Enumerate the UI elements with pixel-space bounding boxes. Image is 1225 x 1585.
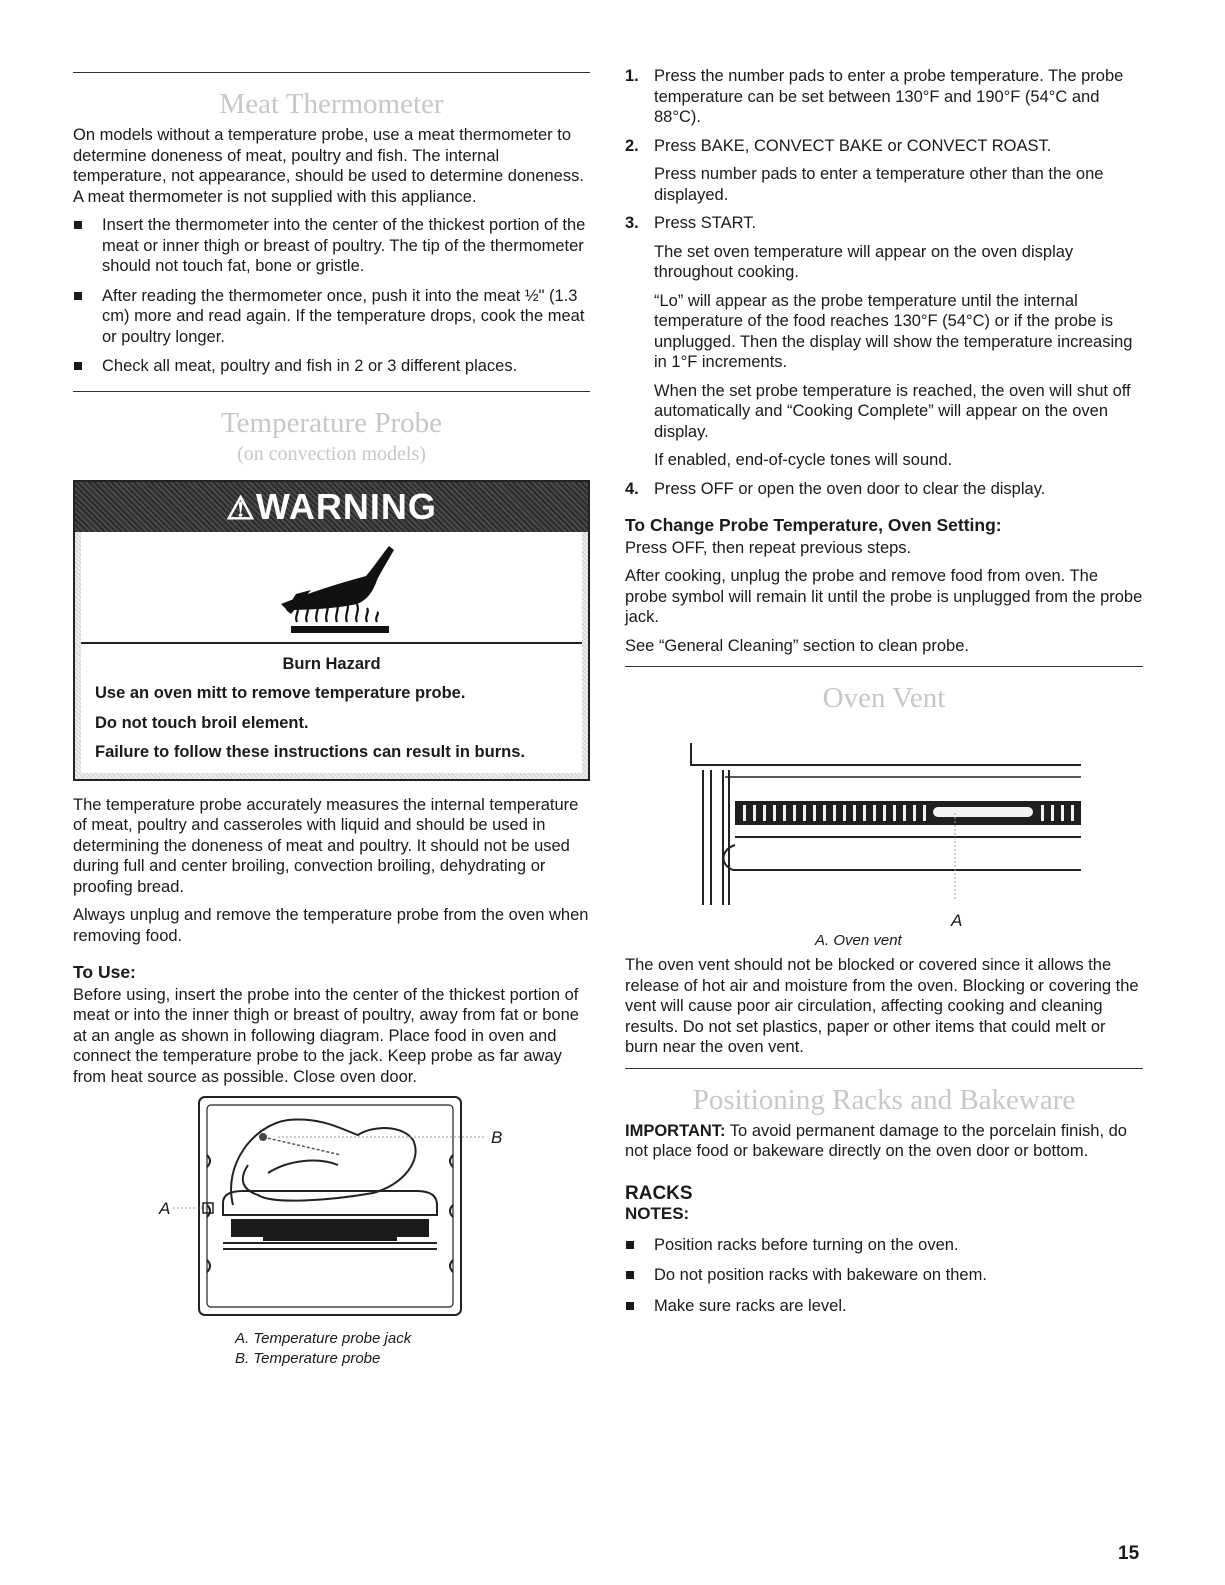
left-column [73,66,590,1369]
page-number: 15 [1118,1543,1140,1564]
meat-bullets [73,215,590,377]
step-text: Press START. [654,214,757,232]
list-item: Check all meat, poultry and fish in 2 or 3 different places. [73,356,590,377]
section-divider [625,666,1143,667]
warning-box [73,480,590,781]
oven-vent-diagram [625,725,1143,915]
step-text: The set oven temperature will appear on the oven display throughout cooking. [654,242,1074,281]
list-item: After reading the thermometer once, push it into the meat ½" (1.3 cm) more and read again. If the temperature drops, cook the meat or poultry longer. [73,286,590,348]
probe-steps [625,66,1143,499]
step-item [625,479,1143,500]
step-text: Press OFF or open the oven door to clear the display. [654,479,1046,498]
step-item [625,136,1143,206]
probe-unplug-note: Always unplug and remove the temperature probe from the oven when removing food. [73,906,589,945]
meat-thermometer-title: Meat Thermometer [219,88,444,120]
hand-heat-icon [81,532,586,642]
important-note [625,1121,1143,1162]
important-text: To avoid permanent damage to the porcelain finish, do not place food or bakeware directly on the oven door or bottom. [625,1121,1127,1160]
temperature-probe-title: Temperature Probe [220,406,442,439]
burn-hazard-illustration [81,532,582,644]
step-text: If enabled, end-of-cycle tones will sound. [654,451,953,469]
warning-line: Failure to follow these instructions can result in burns. [95,743,525,761]
step-number: 2. [625,136,639,155]
step-text: Press the number pads to enter a probe temperature. The probe temperature can be set between 130°F and 190°F (54°C and 88°C). [654,67,1124,126]
step-number: 4. [625,479,639,498]
change-text-1: Press OFF, then repeat previous steps. [625,538,912,557]
burn-hazard-label: Burn Hazard [282,654,381,673]
step-item [625,213,1143,471]
right-column [625,66,1143,1326]
vent-diagram-label-a: A [951,911,963,930]
meat-intro: On models without a temperature probe, use a meat thermometer to determine doneness of meat, poultry and fish. The internal temperature, not appearance, should be used to determine doneness. A meat thermometer is not supplied with this appliance. [73,126,584,206]
list-item: Do not position racks with bakeware on them. [625,1265,1143,1286]
diagram-label-b: B [491,1128,503,1147]
to-use-heading: To Use: [73,962,136,982]
list-item: Insert the thermometer into the center of the thickest portion of the meat or inner thigh or breast of poultry. The tip of the thermometer should not touch fat, bone or gristle. [73,215,590,277]
list-item: Position racks before turning on the oven. [625,1235,1143,1256]
warning-line: Use an oven mitt to remove temperature probe. [95,684,466,702]
list-item: Make sure racks are level. [625,1296,1143,1317]
vent-caption-block [625,911,1143,953]
oven-vent-title: Oven Vent [822,682,946,714]
to-use-text: Before using, insert the probe into the center of the thickest portion of meat or into the inner thigh or breast of poultry, away from fat or bone at an angle as shown in following diagram. Place food in oven and connect the temperature probe to the jack. Keep probe as far away from heat source as possible. Close oven door. [73,985,579,1086]
temperature-probe-subtitle: (on convection models) [237,442,426,465]
warning-triangle-icon: ⚠ [226,489,256,526]
oven-vent-illustration [625,725,1143,915]
warning-text [81,644,582,773]
racks-notes [625,1235,1143,1317]
step-text: Press BAKE, CONVECT BAKE or CONVECT ROAST. [654,136,1052,155]
step-text: When the set probe temperature is reached, the oven will shut off automatically and “Cooking Complete” will appear on the oven display. [654,381,1131,441]
probe-caption-a: A. Temperature probe jack [235,1330,412,1347]
step-text: Press number pads to enter a temperature other than the one displayed. [654,165,1104,204]
important-label: IMPORTANT: [625,1121,726,1140]
warning-line: Do not touch broil element. [95,713,309,732]
section-divider [625,1068,1143,1069]
section-divider [73,391,590,392]
diagram-label-a: A [159,1199,171,1218]
vent-caption: A. Oven vent [815,932,902,949]
step-item [625,66,1143,128]
step-number: 1. [625,67,639,85]
change-probe-heading: To Change Probe Temperature, Oven Setting: [625,515,1002,535]
section-divider [73,72,590,73]
warning-frame [75,532,588,779]
notes-label: NOTES: [625,1204,690,1223]
step-text: “Lo” will appear as the probe temperature until the internal temperature of the food reaches 130°F (54°C) or if the probe is unplugged. Then the display will show the temperature increasing in 1°F increments. [654,291,1133,371]
racks-heading: RACKS [625,1182,693,1204]
vent-text: The oven vent should not be blocked or covered since it allows the release of hot air and moisture from the oven. Blocking or covering the vent will cause poor air circulation, affecting cooking and cleaning results. Do not set plastics, paper or other items that could melt or burn near the oven vent. [625,956,1139,1056]
probe-description: The temperature probe accurately measures the internal temperature of meat, poultry and casseroles with liquid and should be used in determining the doneness of meat and poultry. It should not be used during full and center broiling, convection broiling, dehydrating or proofing bread. [73,795,579,896]
warning-heading: WARNING [255,485,437,527]
probe-caption-b: B. Temperature probe [235,1350,381,1367]
change-text-3: See “General Cleaning” section to clean probe. [625,636,969,655]
oven-probe-diagram [73,1095,590,1321]
racks-title: Positioning Racks and Bakeware [692,1083,1076,1116]
probe-diagram [73,1095,590,1321]
step-number: 3. [625,214,639,232]
change-text-2: After cooking, unplug the probe and remove food from oven. The probe symbol will remain lit until the probe is unplugged from the probe jack. [625,567,1143,626]
warning-header [75,482,588,532]
